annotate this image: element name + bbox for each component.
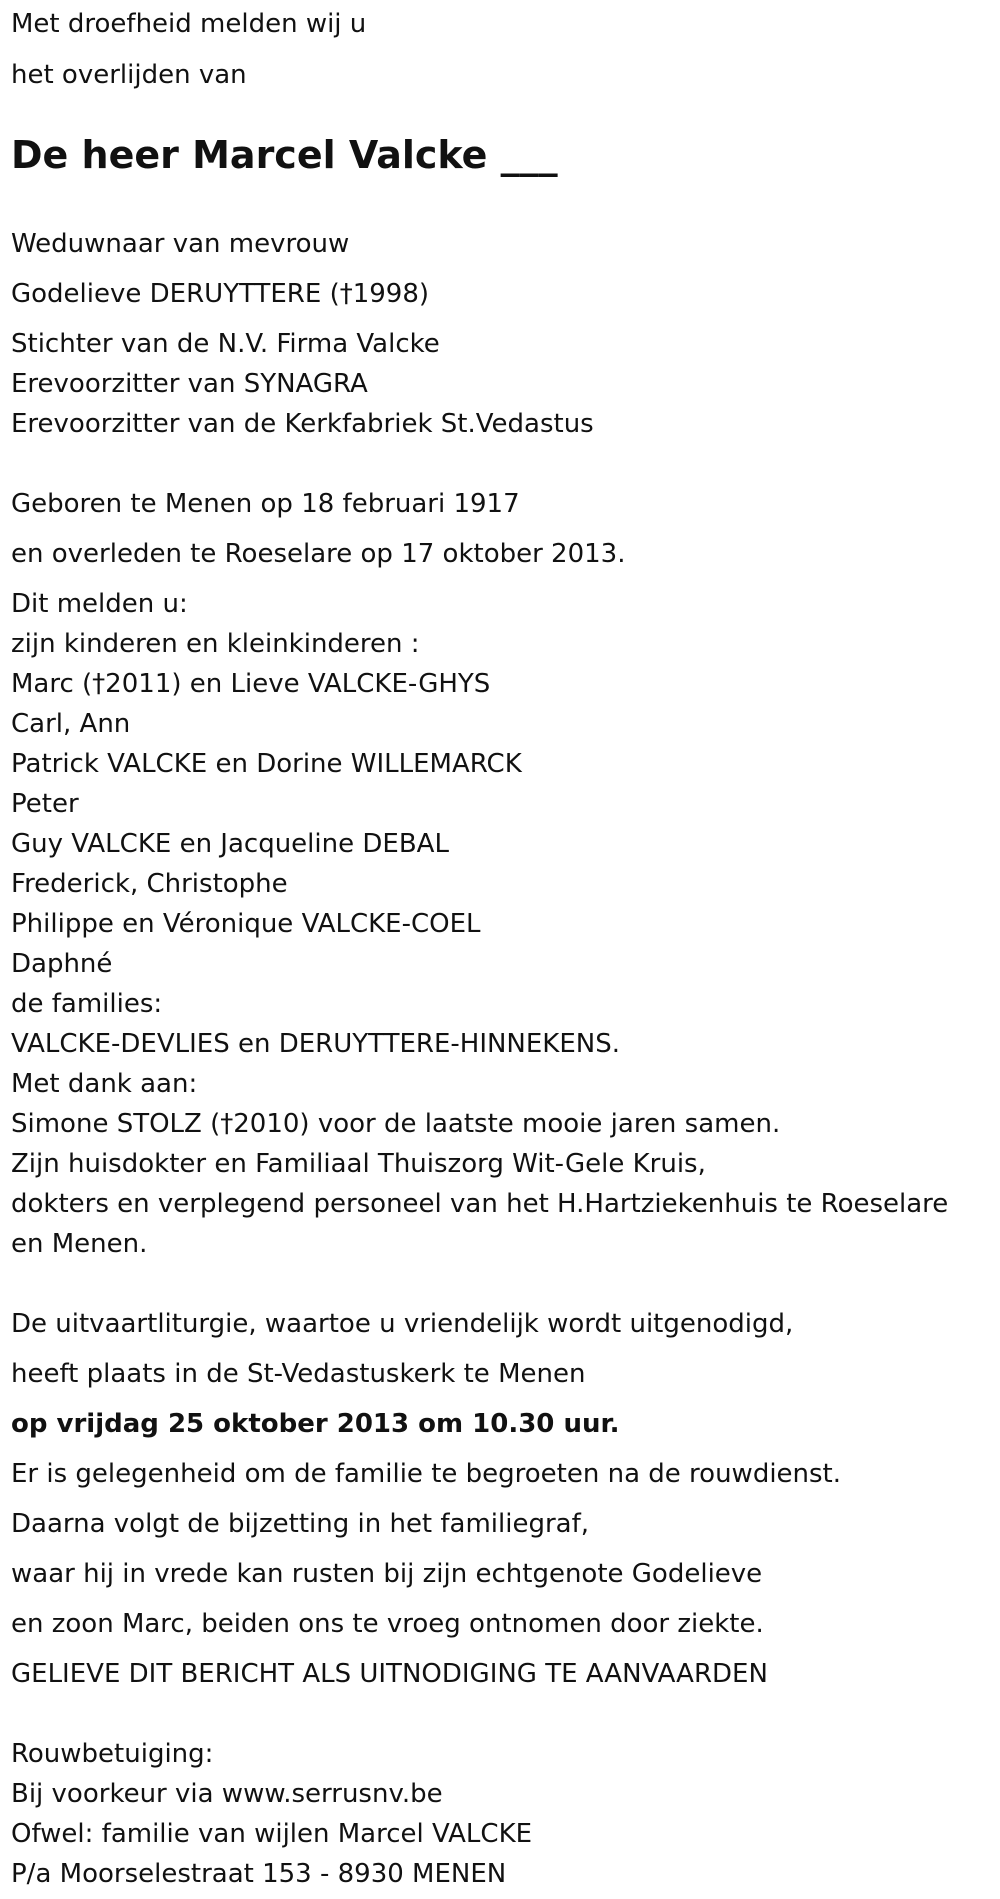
- thanks-line: en Menen.: [11, 1229, 148, 1259]
- condolence-line: Bij voorkeur via www.serrusnv.be: [11, 1779, 443, 1809]
- family-line: VALCKE-DEVLIES en DERUYTTERE-HINNEKENS.: [11, 1029, 621, 1059]
- family-line: Philippe en Véronique VALCKE-COEL: [11, 909, 481, 939]
- funeral-line: Daarna volgt de bijzetting in het familiegraf,: [11, 1509, 590, 1539]
- condolence-address: P/a Moorselestraat 153 - 8930 MENEN: [11, 1859, 507, 1889]
- family-line: Guy VALCKE en Jacqueline DEBAL: [11, 829, 449, 859]
- family-line: Patrick VALCKE en Dorine WILLEMARCK: [11, 749, 522, 779]
- thanks-line: Simone STOLZ (†2010) voor de laatste mooie jaren samen.: [11, 1109, 781, 1139]
- invitation-notice: GELIEVE DIT BERICHT ALS UITNODIGING TE AANVAARDEN: [11, 1659, 768, 1689]
- intro-line: Met droefheid melden wij u: [11, 9, 367, 39]
- funeral-line: en zoon Marc, beiden ons te vroeg ontnomen door ziekte.: [11, 1609, 764, 1639]
- title-line: Erevoorzitter van de Kerkfabriek St.Vedastus: [11, 409, 594, 439]
- funeral-line: Er is gelegenheid om de familie te begroeten na de rouwdienst.: [11, 1459, 842, 1489]
- family-line: Peter: [11, 789, 79, 819]
- family-line: Marc (†2011) en Lieve VALCKE-GHYS: [11, 669, 491, 699]
- thanks-line: dokters en verplegend personeel van het H.Hartziekenhuis te Roeselare: [11, 1189, 949, 1219]
- thanks-line: Met dank aan:: [11, 1069, 198, 1099]
- death-line: en overleden te Roeselare op 17 oktober 2013.: [11, 539, 626, 569]
- birth-line: Geboren te Menen op 18 februari 1917: [11, 489, 520, 519]
- title-line: Godelieve DERUYTTERE (†1998): [11, 279, 430, 309]
- funeral-line: De uitvaartliturgie, waartoe u vriendelijk wordt uitgenodigd,: [11, 1309, 794, 1339]
- deceased-name: De heer Marcel Valcke ___: [11, 133, 558, 177]
- family-line: Dit melden u:: [11, 589, 188, 619]
- condolence-line: Rouwbetuiging:: [11, 1739, 214, 1769]
- family-line: zijn kinderen en kleinkinderen :: [11, 629, 420, 659]
- title-line: Stichter van de N.V. Firma Valcke: [11, 329, 440, 359]
- funeral-line: heeft plaats in de St-Vedastuskerk te Menen: [11, 1359, 586, 1389]
- condolence-line: Ofwel: familie van wijlen Marcel VALCKE: [11, 1819, 533, 1849]
- funeral-line: waar hij in vrede kan rusten bij zijn echtgenote Godelieve: [11, 1559, 763, 1589]
- funeral-date: op vrijdag 25 oktober 2013 om 10.30 uur.: [11, 1409, 620, 1439]
- family-line: Daphné: [11, 949, 113, 979]
- family-line: de families:: [11, 989, 163, 1019]
- title-line: Erevoorzitter van SYNAGRA: [11, 369, 368, 399]
- title-line: Weduwnaar van mevrouw: [11, 229, 350, 259]
- thanks-line: Zijn huisdokter en Familiaal Thuiszorg Wit-Gele Kruis,: [11, 1149, 706, 1179]
- family-line: Frederick, Christophe: [11, 869, 288, 899]
- family-line: Carl, Ann: [11, 709, 131, 739]
- intro-line: het overlijden van: [11, 60, 247, 90]
